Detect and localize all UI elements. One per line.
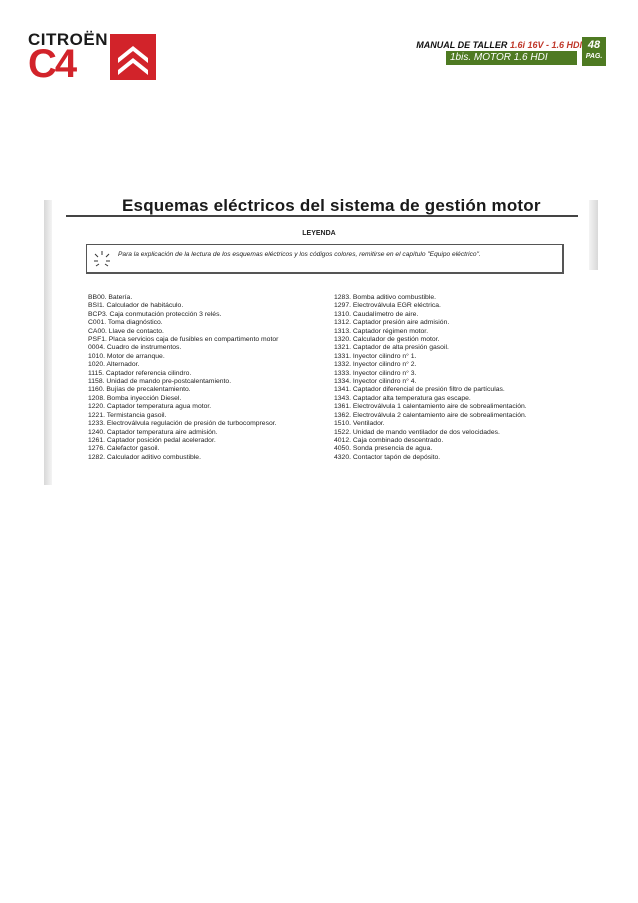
legend-item: 1276. Calefactor gasoil.	[88, 445, 160, 453]
document-title: Esquemas eléctricos del sistema de gestión motor	[122, 196, 541, 215]
legend-item: 1208. Bomba inyección Diesel.	[88, 394, 182, 402]
brand-name: CITROËN	[28, 30, 108, 49]
legend-item: 1221. Termistancia gasoil.	[88, 411, 167, 419]
legend-item: 1283. Bomba aditivo combustible.	[334, 294, 437, 301]
legend-item: 1220. Captador temperatura agua motor.	[88, 403, 212, 411]
legend-item: BCP3. Caja conmutación protección 3 relés.	[88, 310, 222, 318]
lightbulb-icon	[92, 249, 112, 269]
legend-item: 1321. Captador de alta presión gasoil.	[334, 344, 449, 352]
legend-item: 1261. Captador posición pedal acelerador.	[88, 436, 216, 444]
legend-item: 1010. Motor de arranque.	[88, 352, 165, 360]
legend-item: 1510. Ventilador.	[334, 420, 385, 428]
legend-item: BB00. Batería.	[88, 294, 133, 301]
legend-item: 1160. Bujías de precalentamiento.	[88, 386, 191, 394]
legend-item: 1282. Calculador aditivo combustible.	[88, 453, 201, 461]
legend-column-left	[88, 294, 328, 462]
legend-item: 1320. Calculador de gestión motor.	[334, 336, 440, 344]
legend-item: 1341. Captador diferencial de presión filtro de partículas.	[334, 386, 505, 394]
legend-item: 1333. Inyector cilindro n° 3.	[334, 369, 417, 377]
manual-variant: 1.6i 16V - 1.6 HDI	[509, 40, 582, 50]
manual-label: MANUAL DE TALLER	[416, 40, 508, 50]
citroen-chevrons-icon	[110, 34, 156, 80]
legend-heading: LEYENDA	[302, 230, 336, 237]
legend-item: 4320. Contactor tapón de depósito.	[334, 453, 441, 461]
legend-item: 1332. Inyector cilindro n° 2.	[334, 361, 417, 369]
legend-item: 1312. Captador presión aire admisión.	[334, 319, 450, 327]
legend-item: 1240. Captador temperatura aire admisión.	[88, 428, 218, 436]
manual-title	[416, 40, 582, 50]
legend-item: 1233. Electroválvula regulación de presión de turbocompresor.	[88, 420, 277, 428]
page-number: 48	[587, 39, 601, 51]
legend-item: CA00. Llave de contacto.	[88, 327, 164, 335]
note-text: Para la explicación de la lectura de los esquemas eléctricos y los códigos colores, remitirse en el capítulo "Equipo eléctrico".	[118, 251, 481, 258]
citroen-c4-logo	[28, 30, 158, 86]
legend-item: BSI1. Calculador de habitáculo.	[88, 302, 184, 310]
legend-item: 4012. Caja combinado descentrado.	[334, 436, 444, 444]
legend-item: 0004. Cuadro de instrumentos.	[88, 344, 182, 352]
legend-item: 1362. Electroválvula 2 calentamiento aire de sobrealimentación.	[334, 411, 527, 419]
legend-item: 1310. Caudalímetro de aire.	[334, 310, 419, 318]
scan-edge-left	[44, 200, 52, 485]
legend-item: 1334. Inyector cilindro n° 4.	[334, 378, 417, 386]
legend-item: 1331. Inyector cilindro n° 1.	[334, 352, 417, 360]
legend-item: 1361. Electroválvula 1 calentamiento aire de sobrealimentación.	[334, 403, 527, 411]
legend-item: C001. Toma diagnóstico.	[88, 319, 163, 327]
model-name: C4	[28, 42, 76, 86]
legend-column-right	[334, 294, 594, 462]
legend-item: PSF1. Placa servicios caja de fusibles en compartimento motor	[88, 336, 279, 344]
note-box	[86, 244, 564, 274]
section-banner: 1bis. MOTOR 1.6 HDI	[446, 51, 577, 65]
title-underline	[66, 215, 578, 217]
legend-item: 1297. Electroválvula EGR eléctrica.	[334, 302, 441, 310]
legend-item: 1343. Captador alta temperatura gas escape.	[334, 394, 471, 402]
page-label: PAG.	[585, 53, 603, 60]
legend-item: 1020. Alternador.	[88, 361, 140, 369]
legend-item: 1115. Captador referencia cilindro.	[88, 369, 192, 377]
page-badge	[582, 37, 606, 66]
legend-item: 1158. Unidad de mando pre-postcalentamiento.	[88, 378, 232, 386]
legend-item: 4050. Sonda presencia de agua.	[334, 445, 433, 453]
legend-item: 1313. Captador régimen motor.	[334, 327, 429, 335]
legend-item: 1522. Unidad de mando ventilador de dos velocidades.	[334, 428, 500, 436]
